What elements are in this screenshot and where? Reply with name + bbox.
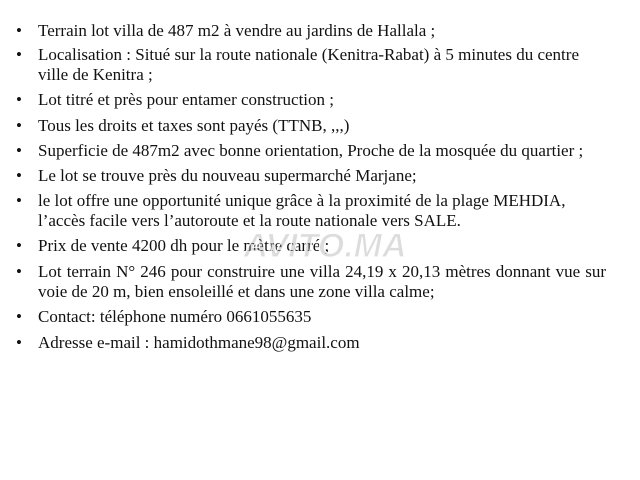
list-item-title-status: • Lot titré et près pour entamer construction ; (16, 90, 606, 110)
list-item-contact-phone: • Contact: téléphone numéro 0661055635 (16, 307, 606, 327)
list-item-opportunity: • le lot offre une opportunité unique grâce à la proximité de la plage MEHDIA, l’accès facile vers l’autoroute et la route nationale vers SALE. (16, 191, 606, 231)
list-item-lot-details: • Lot terrain N° 246 pour construire une villa 24,19 x 20,13 mètres donnant vue sur voie de 20 m, bien ensoleillé et dans une zone villa calme; (16, 262, 606, 302)
list-item-surface: • Superficie de 487m2 avec bonne orientation, Proche de la mosquée du quartier ; (16, 141, 606, 161)
list-item-supermarket: • Le lot se trouve près du nouveau supermarché Marjane; (16, 166, 606, 186)
list-item-title: • Terrain lot villa de 487 m2 à vendre au jardins de Hallala ; (16, 21, 606, 41)
listing-bullet-list (16, 21, 606, 353)
svg-text:AVITO.MA: AVITO.MA (243, 227, 407, 265)
list-item-taxes: • Tous les droits et taxes sont payés (TTNB, ,,,) (16, 116, 606, 136)
list-item-location: • Localisation : Situé sur la route nationale (Kenitra-Rabat) à 5 minutes du centre ville de Kenitra ; (16, 45, 606, 85)
list-item-price: • Prix de vente 4200 dh pour le mètre carré ; (16, 236, 606, 256)
list-item-email: • Adresse e-mail : hamidothmane98@gmail.com (16, 333, 606, 353)
